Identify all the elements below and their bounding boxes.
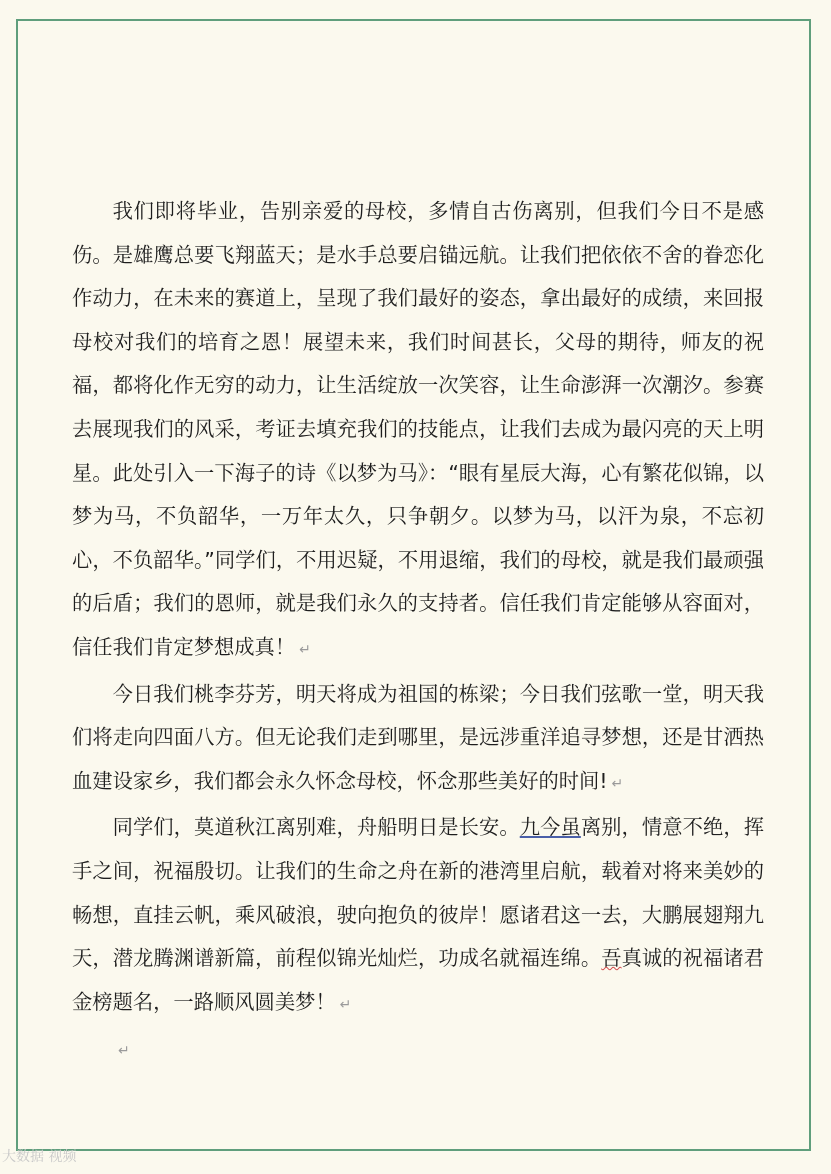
empty-paragraph	[72, 1027, 764, 1071]
paragraph-mark-icon: ↵	[611, 775, 624, 792]
paragraph-3-text-middle: 离别，情意不绝，挥手之间，祝福殷切。让我们的生命之舟在新的港湾里启航，载着对将来美妙的畅想，直挂云帆，乘风破浪，驶向抱负的彼岸！愿诸君这一去，大鹏展翅翔九天，潜龙腾渊谱新篇，前程似锦光灿烂，功成名就福连绵。	[72, 815, 764, 971]
paragraph-1-text: 我们即将毕业，告别亲爱的母校，多情自古伤离别，但我们今日不是感伤。是雄鹰总要飞翔蓝天；是水手总要启锚远航。让我们把依依不舍的眷恋化作动力，在未来的赛道上，呈现了我们最好的姿态，拿出最好的成绩，来回报母校对我们的培育之恩！展望未来，我们时间甚长，父母的期待，师友的祝福，都将化作无穷的动力，让生活绽放一次笑容，让生命澎湃一次潮汐。参赛去展现我们的风采，考证去填充我们的技能点，让我们去成为最闪亮的天上明星。此处引入一下海子的诗《以梦为马》：“眼有星辰大海，心有繁花似锦，以梦为马，不负韶华，一万年太久，只争朝夕。以梦为马，以汗为泉，不忘初心，不负韶华。”同学们，不用迟疑，不用退缩，我们的母校，就是我们最顽强的后盾；我们的恩师，就是我们永久的支持者。信任我们肯定能够从容面对，信任我们肯定梦想成真！	[72, 199, 764, 659]
spellcheck-flagged-text: 吾	[601, 946, 622, 971]
paragraph-3	[72, 806, 764, 1027]
paragraph-mark-icon: ↵	[339, 996, 352, 1013]
document-body[interactable]	[72, 190, 764, 1071]
paragraph-2	[72, 673, 764, 807]
underlined-text: 九今虽	[519, 815, 581, 840]
paragraph-3-text-start: 同学们，莫道秋江离别难，舟船明日是长安。	[112, 815, 520, 840]
watermark-logo: 大数据 视频	[2, 1149, 77, 1165]
paragraph-mark-icon: ↵	[299, 641, 311, 658]
paragraph-1	[72, 190, 764, 673]
paragraph-2-text: 今日我们桃李芬芳，明天将成为祖国的栋梁；今日我们弦歌一堂，明天我们将走向四面八方。但无论我们走到哪里，是远涉重洋追寻梦想，还是甘洒热血建设家乡，我们都会永久怀念母校，怀念那些美好的时间!	[72, 681, 764, 793]
paragraph-mark-icon: ↵	[118, 1043, 130, 1060]
paragraph-3-text-end: 真诚的祝福诸君金榜题名，一路顺风圆美梦！	[72, 946, 764, 1014]
